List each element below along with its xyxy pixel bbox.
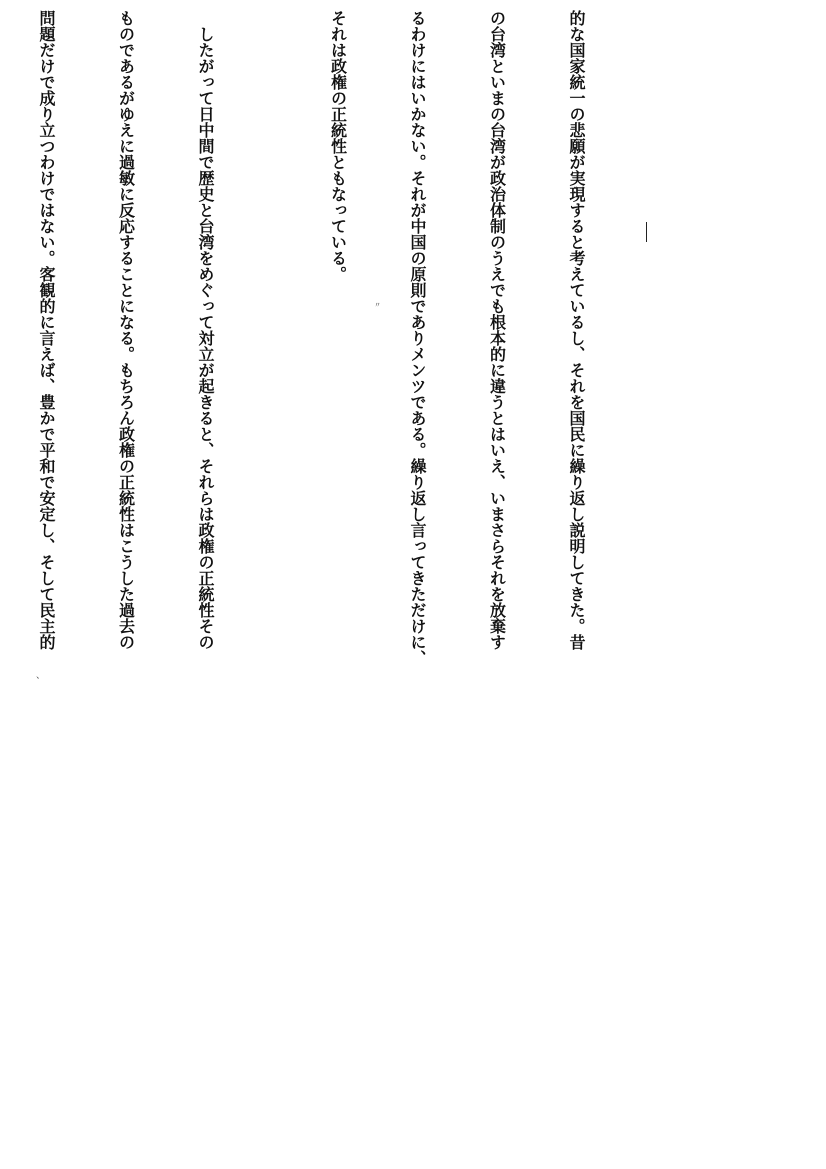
- text-line: それは政権の正統性ともなっている。: [328, 10, 348, 282]
- paragraph-1: [271, 10, 642, 666]
- vertical-text-body: [0, 10, 642, 666]
- paragraph-2: [0, 10, 271, 660]
- corner-mark: 、: [36, 671, 46, 681]
- text-line: の台湾といまの台湾が政治体制のうえでも根本的に違うとはいえ、いまさらそれを放棄す: [487, 10, 507, 650]
- text-line: るわけにはいかない。それが中国の原則でありメンツである。繰り返し言ってきただけに、: [408, 10, 427, 666]
- text-line: 的な国家統一の悲願が実現すると考えているし、それを国民に繰り返し説明してきた。昔: [567, 10, 586, 650]
- text-line: したがって日中間で歴史と台湾をめぐって対立が起きると、それらは政権の正統性その: [196, 10, 215, 650]
- tick-mark: 〃: [374, 301, 381, 309]
- text-line: ものであるがゆえに過敏に反応することになる。もちろん政権の正統性はこうした過去の: [116, 10, 136, 650]
- margin-bar: [646, 222, 647, 242]
- text-line: 問題だけで成り立つわけではない。客観的に言えば、豊かで平和で安定し、そして民主的: [37, 10, 56, 650]
